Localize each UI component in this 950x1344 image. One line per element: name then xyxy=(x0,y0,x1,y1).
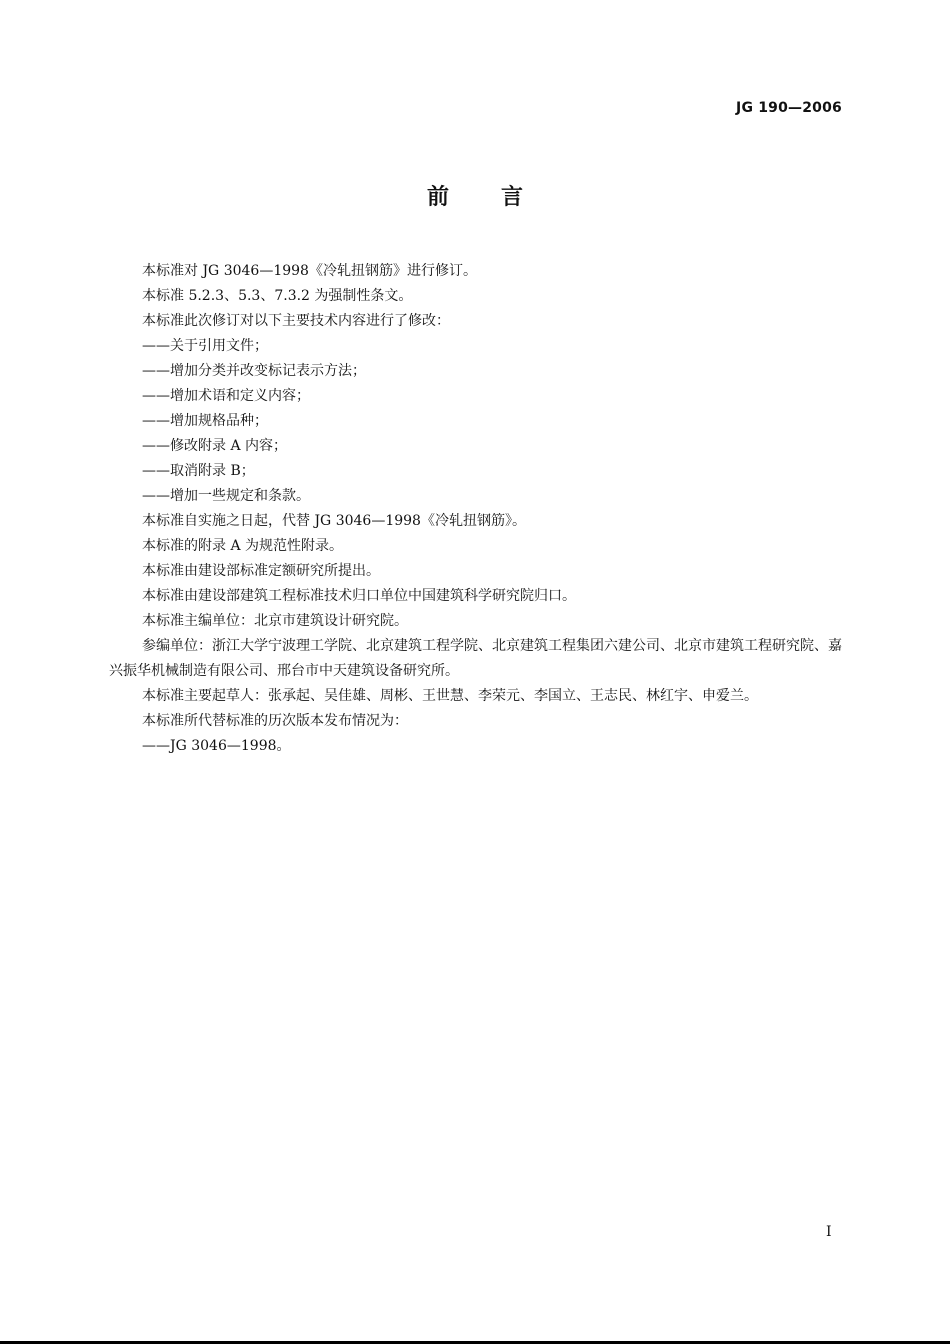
paragraph: 本标准此次修订对以下主要技术内容进行了修改： xyxy=(142,313,450,329)
paragraph: 本标准 5.2.3、5.3、7.3.2 为强制性条文。 xyxy=(142,288,413,304)
list-item: ——JG 3046—1998。 xyxy=(142,738,291,754)
body-text xyxy=(109,259,843,759)
paragraph: 本标准自实施之日起，代替 JG 3046—1998《冷轧扭钢筋》。 xyxy=(142,513,526,529)
list-item: ——取消附录 B； xyxy=(142,463,255,479)
list-item: ——增加术语和定义内容； xyxy=(142,388,310,404)
paragraph: 本标准对 JG 3046—1998《冷轧扭钢筋》进行修订。 xyxy=(142,263,477,279)
list-item: ——增加规格品种； xyxy=(142,413,268,429)
paragraph: 本标准所代替标准的历次版本发布情况为： xyxy=(142,713,408,729)
paragraph: 本标准由建设部标准定额研究所提出。 xyxy=(142,563,380,579)
list-item: ——修改附录 A 内容； xyxy=(142,438,288,454)
page-number: I xyxy=(826,1224,832,1240)
paragraph: 本标准主编单位：北京市建筑设计研究院。 xyxy=(142,613,408,629)
paragraph: 本标准的附录 A 为规范性附录。 xyxy=(142,538,344,554)
list-item: ——关于引用文件； xyxy=(142,338,268,354)
paragraph: 参编单位：浙江大学宁波理工学院、北京建筑工程学院、北京建筑工程集团六建公司、北京市建筑工程研究院、嘉兴振华机械制造有限公司、邢台市中天建筑设备研究所。 xyxy=(109,638,842,679)
paragraph: 本标准主要起草人：张承起、吴佳雄、周彬、王世慧、李荣元、李国立、王志民、林红宇、申爱兰。 xyxy=(142,688,758,704)
list-item: ——增加一些规定和条款。 xyxy=(142,488,310,504)
page-title: 前言 xyxy=(426,185,575,210)
paragraph: 本标准由建设部建筑工程标准技术归口单位中国建筑科学研究院归口。 xyxy=(142,588,576,604)
standard-code: JG 190—2006 xyxy=(736,100,842,116)
list-item: ——增加分类并改变标记表示方法； xyxy=(142,363,366,379)
